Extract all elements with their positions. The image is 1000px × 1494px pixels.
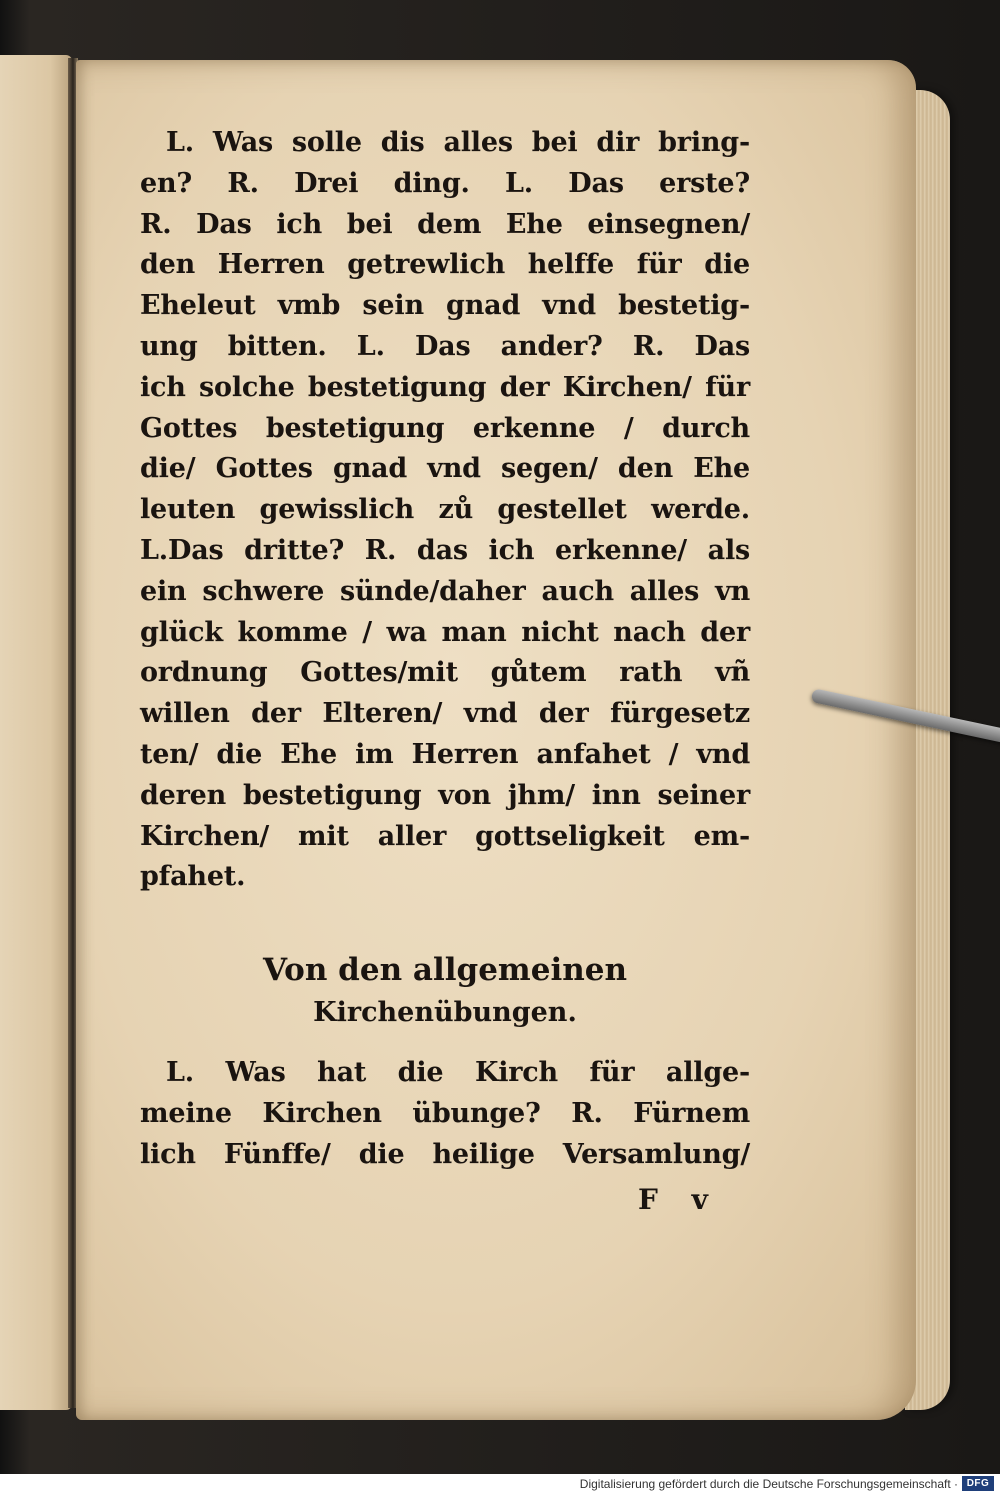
text-line: ordnung Gottes/mit gůtem rath vñ <box>140 657 750 689</box>
text-line: ten/ die Ehe im Herren anfahet / vnd <box>140 738 750 770</box>
text-line: leuten gewisslich zů gestellet werde. <box>140 494 750 526</box>
footer-bar <box>0 1474 1000 1494</box>
text-line: Gottes bestetigung erkenne / durch <box>140 412 750 444</box>
text-line: pfahet. <box>140 861 246 893</box>
text-line: meine Kirchen übunge? R. Fürnem <box>140 1097 750 1129</box>
text-line: ein schwere sünde/daher auch alles vn <box>140 575 750 607</box>
text-line: Kirchen/ mit aller gottseligkeit em- <box>140 820 750 852</box>
paragraph-2 <box>140 1053 750 1175</box>
text-line: ung bitten. L. Das ander? R. Das <box>140 330 750 362</box>
text-line: die/ Gottes gnad vnd segen/ den Ehe <box>140 453 750 485</box>
text-line: en? R. Drei ding. L. Das erste? <box>140 167 750 199</box>
text-line: willen der Elteren/ vnd der fürgesetz <box>140 698 750 730</box>
dfg-logo-icon: DFG <box>962 1476 994 1491</box>
text-line: L. Was hat die Kirch für allge- <box>166 1057 750 1088</box>
text-line: den Herren getrewlich helffe für die <box>140 249 750 281</box>
section-heading-line-1: Von den allgemeinen <box>262 952 628 988</box>
paragraph-1 <box>140 123 750 898</box>
text-line: ich solche bestetigung der Kirchen/ für <box>140 371 750 403</box>
section-heading-line-2: Kirchenübungen. <box>313 997 577 1028</box>
text-line: L.Das dritte? R. das ich erkenne/ als <box>140 534 750 566</box>
text-line: Eheleut vmb sein gnad vnd bestetig- <box>140 290 750 322</box>
text-line: glück komme / wa man nicht nach der <box>140 616 750 648</box>
signature-mark: F v <box>638 1183 720 1216</box>
text-line: L. Was solle dis alles bei dir bring- <box>166 127 750 158</box>
facing-page-edge <box>0 55 72 1410</box>
text-line: lich Fünffe/ die heilige Versamlung/ <box>140 1138 750 1170</box>
text-line: R. Das ich bei dem Ehe einsegnen/ <box>140 208 750 240</box>
funding-credit: Digitalisierung gefördert durch die Deutsche Forschungsgemeinschaft · <box>579 1477 958 1491</box>
text-line: deren bestetigung von jhm/ inn seiner <box>140 779 750 811</box>
